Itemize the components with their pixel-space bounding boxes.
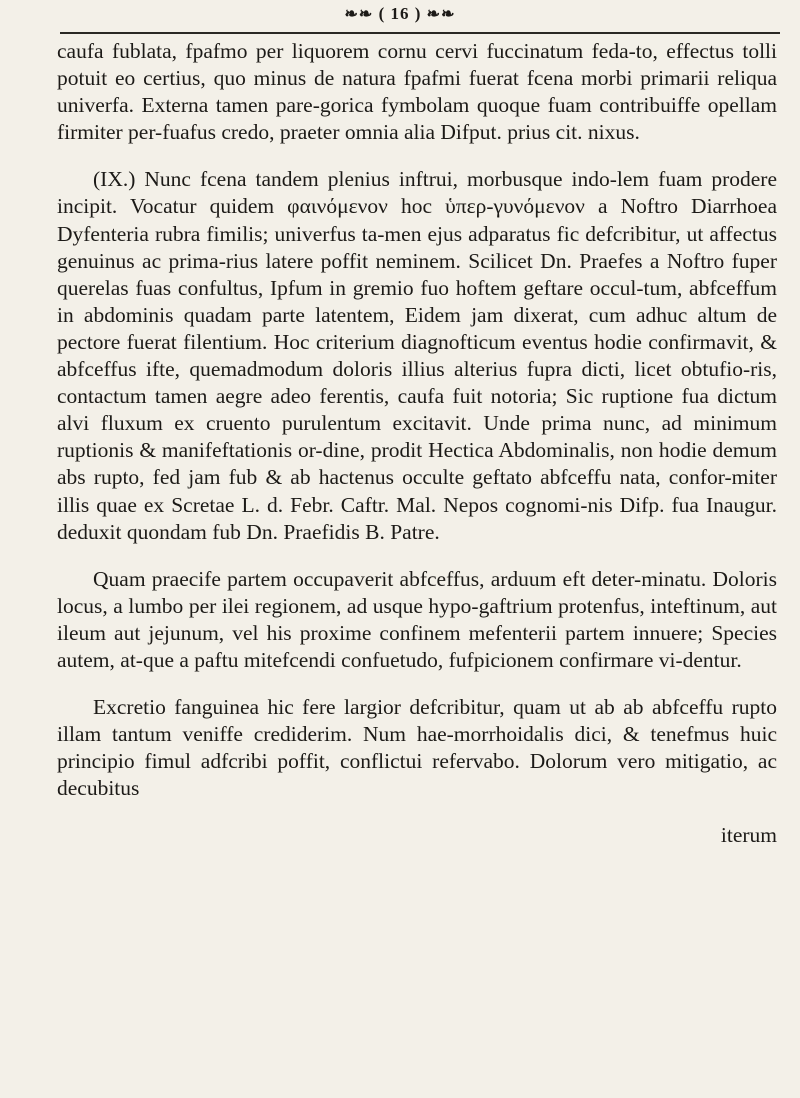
paragraph-2-section-ix: (IX.) Nunc fcena tandem plenius inftrui, morbusque indo-lem fuam prodere incipit. Vocatur quidem φαινόμενον hoc ὑπερ-γυνόμενον a Noftro Diarrhoea Dyfenteria rubra fimilis; univerfus ta-men ejus adparatus fic defcribitur, ut affectus genuinus ac prima-rius latere poffit neminem. Scilicet Dn. Praefes a Noftro fuper querelas fuas confultus, Ipfum in gremio fuo hoftem geftare occul-tum, abfceffum in abdominis quadam parte latentem, Eidem jam dixerat, cum adhuc altum de pectore fuerat filentium. Hoc criterium diagnofticum eventus hodie confirmavit, & abfceffus ifte, quemadmodum doloris illius alterius fupra dicti, licet obtufio-ris, contactum tamen aegre adeo ferentis, caufa fuit notoria; Sic ruptione fua dictum alvi fluxum ex cruento purulentum excitavit. Unde prima nunc, ad minimum ruptionis & manifeftationis or-dine, prodit Hectica Abdominalis, non hodie demum abs rupto, fed jam fub & ab hactenus occulte geftato abfceffu nata, confor-miter illis quae ex Scretae L. d. Febr. Caftr. Mal. Nepos cognomi-nis Difp. fua Inaugur. deduxit quondam fub Dn. Praefidis B. Patre.: [57, 167, 777, 544]
running-header: [0, 4, 800, 24]
catchword: iterum: [720, 823, 777, 848]
left-ornament-icon: ❧❧: [344, 6, 374, 23]
body-text: [57, 38, 777, 850]
right-ornament-icon: ❧❧: [426, 6, 456, 23]
page-number: ( 16 ): [378, 4, 422, 23]
paragraph-4: Excretio fanguinea hic fere largior defcribitur, quam ut ab ab abfceffu rupto illam tantum veniffe crediderim. Num hae-morrhoidalis dici, & tenefmus huic principio fimul adfcribi poffit, conflictui refervabo. Dolorum vero mitigatio, ac decubitus: [57, 695, 777, 801]
header-rule: [60, 32, 780, 34]
paragraph-1: caufa fublata, fpafmo per liquorem cornu cervi fuccinatum feda-to, effectus tolli potuit eo certius, quo minus de natura fpafmi fuerat fcena morbi primarii reliqua univerfa. Externa tamen pare-gorica fymbolam quoque fuam contribuiffe opellam firmiter per-fuafus credo, praeter omnia alia Difput. prius cit. nixus.: [57, 39, 777, 145]
paragraph-3: Quam praecife partem occupaverit abfceffus, arduum eft deter-minatu. Doloris locus, a lumbo per ilei regionem, ad usque hypo-gaftrium protenfus, inteftinum, aut ileum aut jejunum, vel his proxime confinem mefenterii partem innuere; Species autem, at-que a paftu mitefcendi confuetudo, fufpicionem confirmare vi-dentur.: [57, 566, 777, 672]
